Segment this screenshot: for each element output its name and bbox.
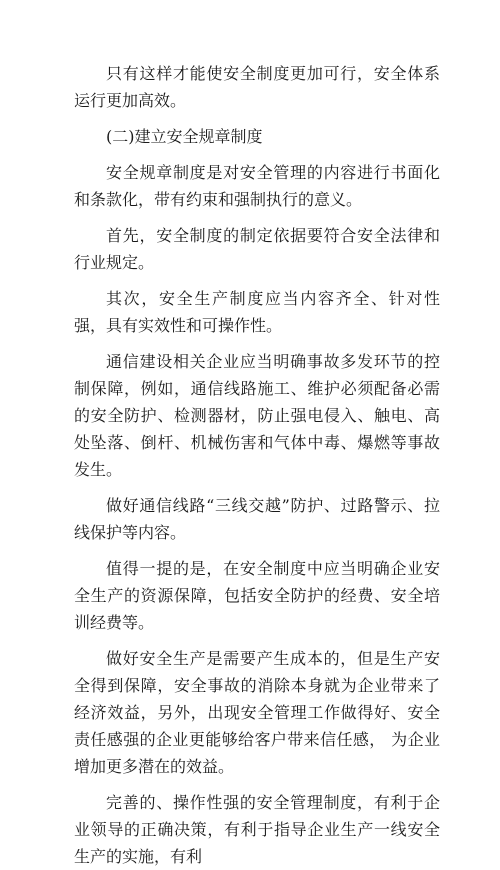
paragraph-5: 通信建设相关企业应当明确事故多发环节的控制保障，例如，通信线路施工、维护必须配备必需的安全防护、检测器材，防止强电侵入、触电、高处坠落、倒杆、机械伤害和气体中毒、爆燃等事故发生。: [74, 352, 440, 479]
paragraph-7: 值得一提的是，在安全制度中应当明确企业安全生产的资源保障，包括安全防护的经费、安全培训经费等。: [74, 559, 440, 632]
paragraph-2: 安全规章制度是对安全管理的内容进行书面化和条款化，带有约束和强制执行的意义。: [74, 163, 440, 209]
section-heading: (二)建立安全规章制度: [106, 127, 263, 146]
paragraph-6: 做好通信线路“三线交越”防护、过路警示、拉线保护等内容。: [74, 496, 440, 542]
document-body: [74, 60, 440, 870]
paragraph-1: 只有这样才能使安全制度更加可行，安全体系运行更加高效。: [74, 64, 440, 110]
paragraph-8: 做好安全生产是需要产生成本的，但是生产安全得到保障，安全事故的消除本身就为企业带来了经济效益，另外，出现安全管理工作做得好、安全责任感强的企业更能够给客户带来信任感， 为企业增加更多潜在的效益。: [74, 649, 440, 776]
paragraph-9: 完善的、操作性强的安全管理制度，有利于企业领导的正确决策，有利于指导企业生产一线安全生产的实施，有利: [74, 793, 440, 866]
paragraph-3: 首先，安全制度的制定依据要符合安全法律和行业规定。: [74, 226, 440, 272]
paragraph-4: 其次，安全生产制度应当内容齐全、针对性强，具有实效性和可操作性。: [74, 289, 440, 335]
